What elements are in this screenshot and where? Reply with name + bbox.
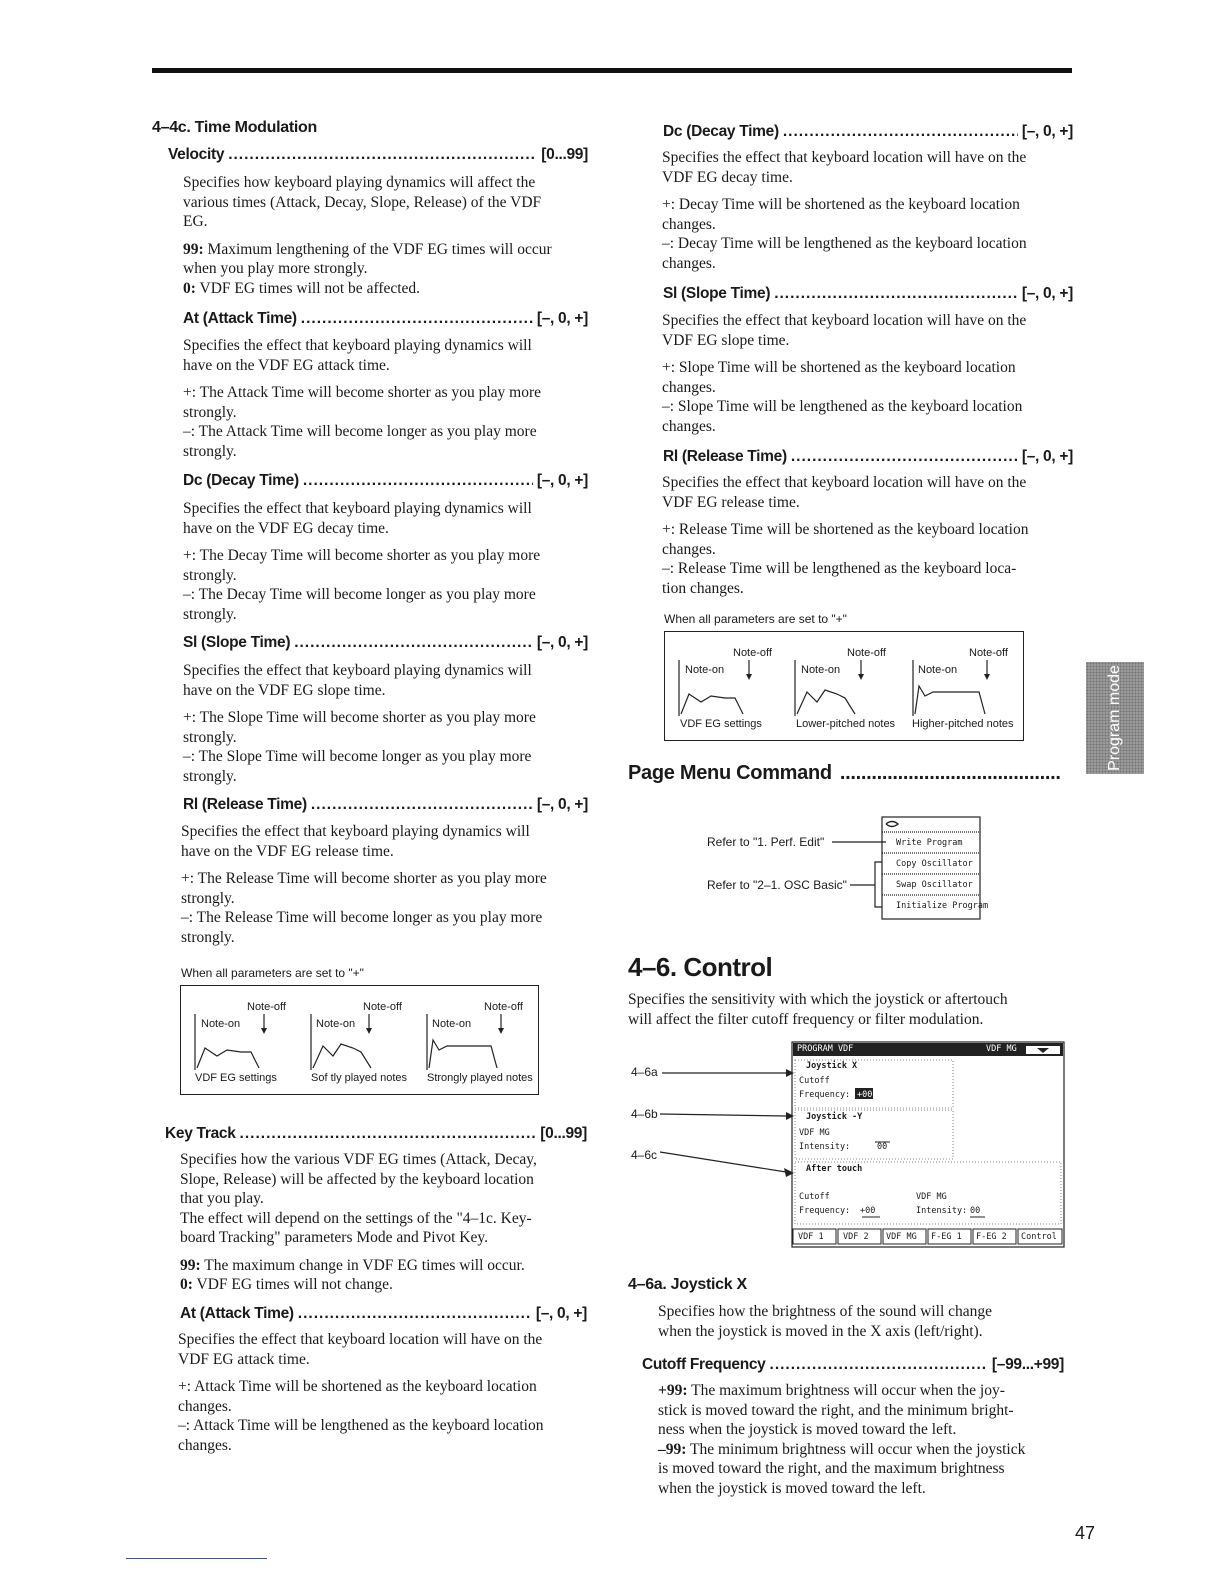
vdf-eg-settings-label: VDF EG settings xyxy=(680,718,762,730)
control-description: Specifies the sensitivity with which the joystick or aftertouch will affect the filter cutoff frequency or filter modulation. xyxy=(628,991,1008,1028)
control-heading: 4–6. Control xyxy=(628,952,773,982)
lcd-tab-f-eg-2[interactable]: F-EG 2 xyxy=(976,1232,1007,1242)
lcd-joystick-x-label: Joystick X xyxy=(806,1061,858,1071)
release-time-keytrack-description: Specifies the effect that keyboard location will have on the VDF EG release time. +: Release Time will be shortened as the keyboard location changes. –: Release Time will be lengthened as the keyboard loca- tion changes. xyxy=(662,474,1029,597)
param-release-time: Rl (Release Time) ..... [–, 0, +] xyxy=(183,796,588,814)
lcd-tab-vdf-1[interactable]: VDF 1 xyxy=(798,1232,824,1242)
callout-4-6c: 4–6c xyxy=(631,1148,658,1162)
lcd-tab-vdf-2[interactable]: VDF 2 xyxy=(843,1232,869,1242)
cutoff-frequency-description: +99: The maximum brightness will occur when the joy- stick is moved toward the right, and the minimum bright- ness when the joystick is moved toward the left. –99: The minimum brightness will occur when the joystick is moved toward the right, and the maximum brightness when the joystick is moved toward the left. xyxy=(658,1382,1026,1497)
note-on-label: Note-on xyxy=(918,664,958,676)
page-number: 47 xyxy=(1075,1523,1096,1543)
lcd-at-frequency-label: Frequency: xyxy=(799,1206,851,1216)
release-time-description: Specifies the effect that keyboard playing dynamics will have on the VDF EG release time. +: The Release Time will become shorter as you play more strongly. –: The Release Time will become longer as you play more strongly. xyxy=(181,823,547,946)
lcd-cutoff-label: Cutoff xyxy=(799,1076,830,1086)
callout-4-6b: 4–6b xyxy=(631,1107,658,1121)
lcd-header-title: PROGRAM VDF xyxy=(797,1044,854,1054)
note-on-label: Note-on xyxy=(685,664,725,676)
lcd-tab-f-eg-1[interactable]: F-EG 1 xyxy=(931,1232,962,1242)
param-decay-time-keytrack: Dc (Decay Time) ..... [–, 0, +] xyxy=(663,123,1073,141)
refer-osc-basic-label: Refer to "2–1. OSC Basic" xyxy=(707,878,847,892)
menu-item-copy-oscillator[interactable]: Copy Oscillator xyxy=(896,859,973,869)
param-slope-time-keytrack: Sl (Slope Time) ..... [–, 0, +] xyxy=(663,285,1073,303)
param-cutoff-frequency: Cutoff Frequency ..... [–99...+99] xyxy=(642,1356,1064,1374)
program-mode-side-tab: Program mode xyxy=(1086,662,1144,774)
softly-played-label: Sof tly played notes xyxy=(311,1072,408,1084)
page-menu-command-heading: Page Menu Command ..... xyxy=(628,762,1060,785)
lcd-vdf-mg-label: VDF MG xyxy=(799,1128,830,1138)
lcd-frequency-value[interactable]: +00 xyxy=(857,1090,873,1100)
velocity-eg-diagram xyxy=(180,985,539,1095)
section-title-time-modulation: 4–4c. Time Modulation xyxy=(152,119,317,136)
menu-item-write-program[interactable]: Write Program xyxy=(896,838,963,848)
decay-time-description: Specifies the effect that keyboard playing dynamics will have on the VDF EG decay time. +: The Decay Time will become shorter as you play more strongly. –: The Decay Time will become longer as you play more strongly. xyxy=(183,500,541,623)
note-off-label: Note-off xyxy=(847,647,886,659)
param-slope-time: Sl (Slope Time) ..... [–, 0, +] xyxy=(183,634,588,652)
note-off-label: Note-off xyxy=(247,1001,286,1013)
lcd-at-frequency-value[interactable]: +00 xyxy=(860,1206,876,1216)
lcd-screen-diagram xyxy=(630,1040,1070,1255)
attack-time-keytrack-description: Specifies the effect that keyboard location will have on the VDF EG attack time. +: Attack Time will be shortened as the keyboard location changes. –: Attack Time will be lengthened as the keyboard location changes. xyxy=(178,1331,544,1454)
lcd-tab-vdf-mg[interactable]: VDF MG xyxy=(886,1232,917,1242)
note-off-label: Note-off xyxy=(484,1001,523,1013)
param-velocity: Velocity ..... [0...99] xyxy=(168,146,588,164)
bottom-rule xyxy=(126,1558,267,1559)
top-rule xyxy=(152,68,1072,73)
menu-item-initialize-program[interactable]: Initialize Program xyxy=(896,901,989,911)
param-attack-time: At (Attack Time) ..... [–, 0, +] xyxy=(183,310,588,328)
lcd-intensity-value[interactable]: 00 xyxy=(877,1142,888,1152)
higher-pitched-label: Higher-pitched notes xyxy=(912,718,1014,730)
lcd-tab-control[interactable]: Control xyxy=(1021,1232,1057,1242)
menu-item-swap-oscillator[interactable]: Swap Oscillator xyxy=(896,880,973,890)
page-menu-diagram xyxy=(700,815,990,925)
lcd-at-intensity-value[interactable]: 00 xyxy=(970,1206,981,1216)
lcd-at-cutoff-label: Cutoff xyxy=(799,1192,830,1202)
lower-pitched-label: Lower-pitched notes xyxy=(796,718,896,730)
note-on-label: Note-on xyxy=(432,1018,472,1030)
lcd-at-intensity-label: Intensity: xyxy=(916,1206,968,1216)
note-on-label: Note-on xyxy=(316,1018,356,1030)
param-decay-time: Dc (Decay Time) ..... [–, 0, +] xyxy=(183,472,588,490)
velocity-description: Specifies how keyboard playing dynamics will affect the various times (Attack, Decay, Slope, Release) of the VDF EG. 99: Maximum lengthening of the VDF EG times will occur when you play more strongly. 0: VDF EG times will not be affected. xyxy=(183,174,552,297)
keytrack-eg-diagram xyxy=(664,631,1024,741)
note-off-label: Note-off xyxy=(733,647,772,659)
key-track-description: Specifies how the various VDF EG times (Attack, Decay, Slope, Release) will be affected by the keyboard location that you play. The effect will depend on the settings of the "4–1c. Key- board Tracking" parameters Mode and Pivot Key. 99: The maximum change in VDF EG times will occur. 0: VDF EG times will not change. xyxy=(180,1151,537,1293)
velocity-diagram-caption: When all parameters are set to "+" xyxy=(181,966,364,980)
lcd-at-vdf-mg-label: VDF MG xyxy=(916,1192,947,1202)
param-release-time-keytrack: Rl (Release Time) ..... [–, 0, +] xyxy=(663,448,1073,466)
note-on-label: Note-on xyxy=(201,1018,241,1030)
keytrack-diagram-caption: When all parameters are set to "+" xyxy=(664,612,847,626)
decay-time-keytrack-description: Specifies the effect that keyboard location will have on the VDF EG decay time. +: Decay Time will be shortened as the keyboard location changes. –: Decay Time will be lengthened as the keyboard location changes. xyxy=(662,149,1027,272)
refer-perf-edit-label: Refer to "1. Perf. Edit" xyxy=(707,835,825,849)
lcd-header-page: VDF MG xyxy=(986,1044,1017,1054)
note-off-label: Note-off xyxy=(969,647,1008,659)
joystick-x-heading: 4–6a. Joystick X xyxy=(628,1276,747,1293)
note-off-label: Note-off xyxy=(363,1001,402,1013)
lcd-aftertouch-label: After touch xyxy=(806,1164,863,1174)
strongly-played-label: Strongly played notes xyxy=(427,1072,533,1084)
slope-time-description: Specifies the effect that keyboard playing dynamics will have on the VDF EG slope time. +: The Slope Time will become shorter as you play more strongly. –: The Slope Time will become longer as you play more strongly. xyxy=(183,662,536,785)
lcd-intensity-label: Intensity: xyxy=(799,1142,851,1152)
lcd-frequency-label: Frequency: xyxy=(799,1090,851,1100)
joystick-x-description: Specifies how the brightness of the sound will change when the joystick is moved in the X axis (left/right). xyxy=(658,1303,993,1340)
param-attack-time-keytrack: At (Attack Time) ..... [–, 0, +] xyxy=(180,1305,587,1323)
callout-4-6a: 4–6a xyxy=(631,1065,658,1079)
note-on-label: Note-on xyxy=(801,664,841,676)
param-key-track: Key Track ..... [0...99] xyxy=(165,1125,587,1143)
lcd-joystick-y-label: Joystick -Y xyxy=(806,1112,863,1122)
slope-time-keytrack-description: Specifies the effect that keyboard location will have on the VDF EG slope time. +: Slope Time will be shortened as the keyboard location changes. –: Slope Time will be lengthened as the keyboard location changes. xyxy=(662,312,1027,435)
vdf-eg-settings-label: VDF EG settings xyxy=(195,1072,277,1084)
attack-time-description: Specifies the effect that keyboard playing dynamics will have on the VDF EG attack time. +: The Attack Time will become shorter as you play more strongly. –: The Attack Time will become longer as you play more strongly. xyxy=(183,337,542,460)
